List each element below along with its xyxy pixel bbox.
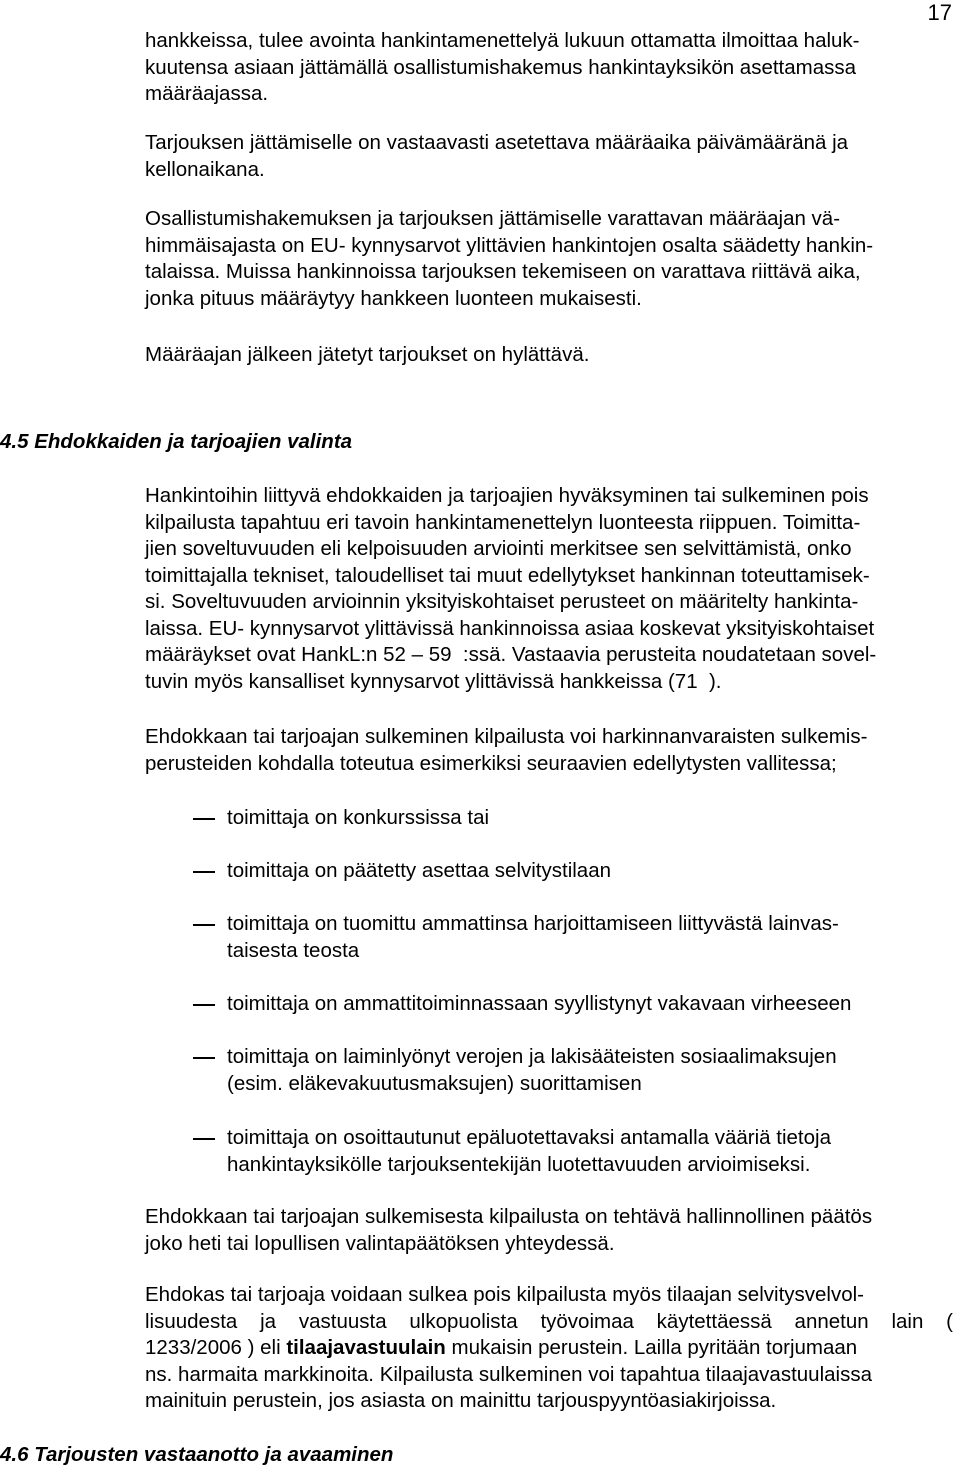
text-segment: mukaisin perustein. Lailla pyritään torjumaan bbox=[445, 1336, 858, 1359]
text-line: kellonaikana. bbox=[145, 157, 265, 181]
deadline-paragraph bbox=[145, 130, 953, 183]
dash-bullet-icon bbox=[193, 871, 215, 873]
list-item-text: taisesta teosta bbox=[227, 938, 360, 962]
text-line: toimittajalla tekniset, taloudelliset tai muut edellytykset hankinnan toteuttamisek- bbox=[145, 563, 870, 587]
list-item-text: toimittaja on konkurssissa tai bbox=[227, 806, 490, 829]
minimum-period-paragraph bbox=[145, 206, 953, 312]
text-line: Määräajan jälkeen jätetyt tarjoukset on hylättävä. bbox=[145, 343, 590, 366]
text-line: jien soveltuvuuden eli kelpoisuuden arviointi merkitsee sen selvittämistä, onko bbox=[145, 537, 852, 560]
section-title: Tarjousten vastaanotto ja avaaminen bbox=[34, 1443, 394, 1466]
text-line: Ehdokkaan tai tarjoajan sulkeminen kilpailusta voi harkinnanvaraisten sulkemis- bbox=[145, 725, 868, 748]
text-line: Hankintoihin liittyvä ehdokkaiden ja tarjoajien hyväksyminen tai sulkeminen pois bbox=[145, 484, 869, 507]
text-line: jonka pituus määräytyy hankkeen luonteen mukaisesti. bbox=[145, 286, 642, 310]
list-item-text: (esim. eläkevakuutusmaksujen) suorittamisen bbox=[227, 1071, 642, 1095]
text-line: kilpailusta tapahtuu eri tavoin hankintamenettelyn luonteesta riippuen. Toimitta- bbox=[145, 510, 861, 534]
late-tenders-paragraph bbox=[145, 342, 953, 369]
list-item-text: toimittaja on laiminlyönyt verojen ja lakisääteisten sosiaalimaksujen bbox=[227, 1045, 837, 1068]
list-item-text: toimittaja on päätetty asettaa selvitystilaan bbox=[227, 859, 612, 882]
text-line: talaissa. Muissa hankinnoissa tarjouksen tekemiseen on varattava riittävä aika, bbox=[145, 260, 861, 283]
intro-paragraph bbox=[145, 28, 953, 108]
text-line: määräajassa. bbox=[145, 82, 269, 105]
text-line: Ehdokas tai tarjoaja voidaan sulkea pois kilpailusta myös tilaajan selvitysvelvol- bbox=[145, 1283, 865, 1306]
text-line: Ehdokkaan tai tarjoajan sulkemisesta kilpailusta on tehtävä hallinnollinen päätös bbox=[145, 1205, 873, 1228]
list-item-text: hankintayksikölle tarjouksentekijän luotettavuuden arvioimiseksi. bbox=[227, 1152, 811, 1176]
decision-paragraph bbox=[145, 1204, 953, 1257]
page-number: 17 bbox=[927, 0, 952, 25]
section-heading-4-5 bbox=[0, 429, 352, 455]
text-line: mainituin perustein, jos asiasta on mainittu tarjouspyyntöasiakirjoissa. bbox=[145, 1389, 777, 1412]
section-number: 4.5 bbox=[0, 430, 29, 453]
text-line: laissa. EU- kynnysarvot ylittävissä hankinnoissa asiaa koskevat yksityiskohtaiset bbox=[145, 616, 875, 640]
list-item-text: toimittaja on tuomittu ammattinsa harjoittamiseen liittyvästä lainvas- bbox=[227, 912, 839, 935]
text-line: Tarjouksen jättämiselle on vastaavasti asetettava määräaika päivämääränä ja bbox=[145, 131, 849, 154]
text-line: Osallistumishakemuksen ja tarjouksen jättämiselle varattavan määräajan vä- bbox=[145, 207, 841, 230]
approval-paragraph bbox=[145, 483, 953, 695]
text-line: kuutensa asiaan jättämällä osallistumishakemus hankintayksikön asettamassa bbox=[145, 55, 857, 79]
exclusion-paragraph bbox=[145, 724, 953, 777]
text-segment: 1233/2006 ) eli bbox=[145, 1336, 287, 1359]
text-line: joko heti tai lopullisen valintapäätöksen yhteydessä. bbox=[145, 1231, 615, 1255]
text-line: perusteiden kohdalla toteutua esimerkiksi seuraavien edellytysten vallitessa; bbox=[145, 751, 837, 775]
dash-bullet-icon bbox=[193, 818, 215, 820]
text-line: hankkeissa, tulee avointa hankintamenettelyä lukuun ottamatta ilmoittaa haluk- bbox=[145, 29, 860, 52]
dash-bullet-icon bbox=[193, 1004, 215, 1006]
text-line: si. Soveltuvuuden arvioinnin yksityiskohtaiset perusteet on määritelty hankinta- bbox=[145, 590, 859, 613]
dash-bullet-icon bbox=[193, 924, 215, 926]
section-number: 4.6 bbox=[0, 1443, 29, 1466]
text-line: määräykset ovat HankL:n 52 – 59 :ssä. Vastaavia perusteita noudatetaan sovel- bbox=[145, 643, 877, 666]
section-title: Ehdokkaiden ja tarjoajien valinta bbox=[34, 430, 353, 453]
law-name: tilaajavastuulain bbox=[286, 1336, 446, 1359]
text-line: ns. harmaita markkinoita. Kilpailusta sulkeminen voi tapahtua tilaajavastuulaissa bbox=[145, 1362, 872, 1386]
dash-bullet-icon bbox=[193, 1057, 215, 1059]
text-line: lisuudesta ja vastuusta ulkopuolista työvoimaa käytettäessä annetun lain ( bbox=[145, 1309, 953, 1333]
text-line: himmäisajasta on EU- kynnysarvot ylittävien hankintojen osalta säädetty hankin- bbox=[145, 233, 874, 257]
tilaajavastuu-paragraph bbox=[145, 1282, 953, 1415]
list-item-text: toimittaja on ammattitoiminnassaan syyllistynyt vakavaan virheeseen bbox=[227, 992, 852, 1015]
list-item-text: toimittaja on osoittautunut epäluotettavaksi antamalla vääriä tietoja bbox=[227, 1126, 831, 1149]
section-heading-4-6 bbox=[0, 1442, 393, 1468]
text-line: tuvin myös kansalliset kynnysarvot ylittävissä hankkeissa (71 ). bbox=[145, 669, 722, 693]
dash-bullet-icon bbox=[193, 1138, 215, 1140]
text-line bbox=[145, 1335, 953, 1362]
